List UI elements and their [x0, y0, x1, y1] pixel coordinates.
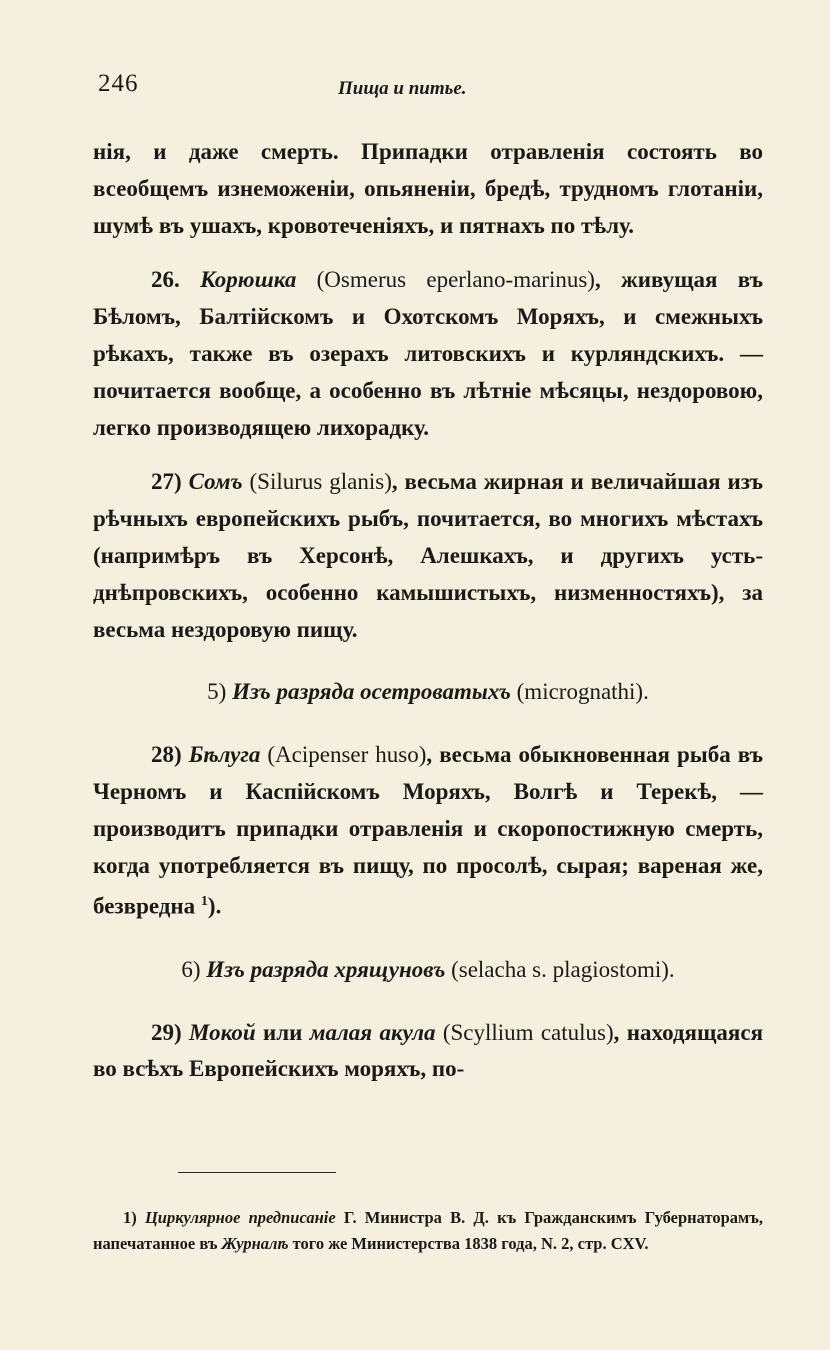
section-title: Изъ разряда хрящуновъ	[206, 956, 446, 982]
section-latin: (micrognathi).	[516, 679, 649, 705]
entry-26-korjushka	[93, 262, 763, 446]
section-title: Изъ разряда осетроватыхъ	[232, 679, 511, 705]
entry-number: 27)	[151, 469, 182, 495]
latin-name: (Acipenser huso)	[267, 742, 427, 768]
entry-29-mokoj	[93, 1015, 763, 1089]
conjunction: или	[263, 1019, 303, 1045]
fish-name: Мокой	[188, 1019, 256, 1045]
section-latin: (selacha s. plagiostomi).	[451, 956, 675, 982]
section-number: 5)	[207, 679, 227, 705]
fish-name-alt: малая акула	[309, 1019, 436, 1045]
entry-text: , весьма жирная и величайшая изъ рѣчныхъ европейскихъ рыбъ, почитается, во многихъ мѣстахъ (напримѣръ въ Херсонѣ, Алешкахъ, и другихъ усть-днѣпровскихъ, особенно камышистыхъ, низменностяхъ), за весьма нездоровую пищу.	[93, 469, 764, 642]
entry-number: 26.	[151, 267, 180, 293]
footnote-title: Циркулярное предписаніе	[144, 1208, 336, 1227]
fish-name: Сомъ	[188, 469, 243, 495]
page-body	[93, 134, 763, 1088]
section-heading-6	[93, 952, 763, 989]
entry-text: , весьма обыкновенная рыба въ Черномъ и Каспійскомъ Моряхъ, Волгѣ и Терекѣ, — производитъ припадки отравленія и скоропостижную смерть, когда употребляется въ пищу, по просолѣ, сырая; вареная же, безвредна	[93, 742, 764, 919]
page-number: 246	[98, 70, 139, 97]
running-title: Пища и питье.	[338, 78, 467, 99]
latin-name: (Silurus glanis)	[249, 469, 392, 495]
footnote-journal: Журналѣ	[221, 1233, 289, 1253]
footnote-divider	[178, 1172, 336, 1173]
latin-name: (Scyllium catulus)	[442, 1019, 614, 1045]
footnote	[93, 1205, 763, 1256]
footnote-text-end: того же Министерства 1838 года, N. 2, стр. CXV.	[288, 1233, 649, 1253]
entry-number: 28)	[151, 742, 182, 768]
footnote-ref: 1	[200, 894, 208, 910]
latin-name: (Osmerus eperlano-marinus)	[316, 267, 595, 293]
entry-text-end: ).	[207, 894, 222, 919]
entry-number: 29)	[151, 1019, 182, 1045]
entry-text: , живущая въ Бѣломъ, Балтійскомъ и Охотскомъ Моряхъ, и смежныхъ рѣкахъ, также въ озерахъ литовскихъ и курляндскихъ. — почитается вообще, а особенно въ лѣтніе мѣсяцы, нездоровою, легко производящею лихорадку.	[93, 267, 764, 440]
footnote-text: Г. Министра В. Д. къ Гражданскимъ Губернаторамъ, напечатанное въ	[93, 1208, 764, 1253]
section-number: 6)	[181, 956, 201, 982]
fish-name: Корюшка	[200, 267, 297, 293]
fish-name: Бѣлуга	[188, 742, 261, 768]
entry-27-som	[93, 464, 763, 648]
entry-text: , находящаяся во всѣхъ Европейскихъ моряхъ, по-	[93, 1019, 764, 1082]
section-heading-5	[93, 674, 763, 711]
entry-28-beluga	[93, 737, 763, 926]
paragraph-continuation: нія, и даже смерть. Припадки отравленія состоять во всеобщемъ изнеможеніи, опьяненіи, бредѣ, трудномъ глотаніи, шумѣ въ ушахъ, кровотеченіяхъ, и пятнахъ по тѣлу.	[93, 139, 763, 238]
footnote-mark: 1)	[123, 1208, 137, 1227]
